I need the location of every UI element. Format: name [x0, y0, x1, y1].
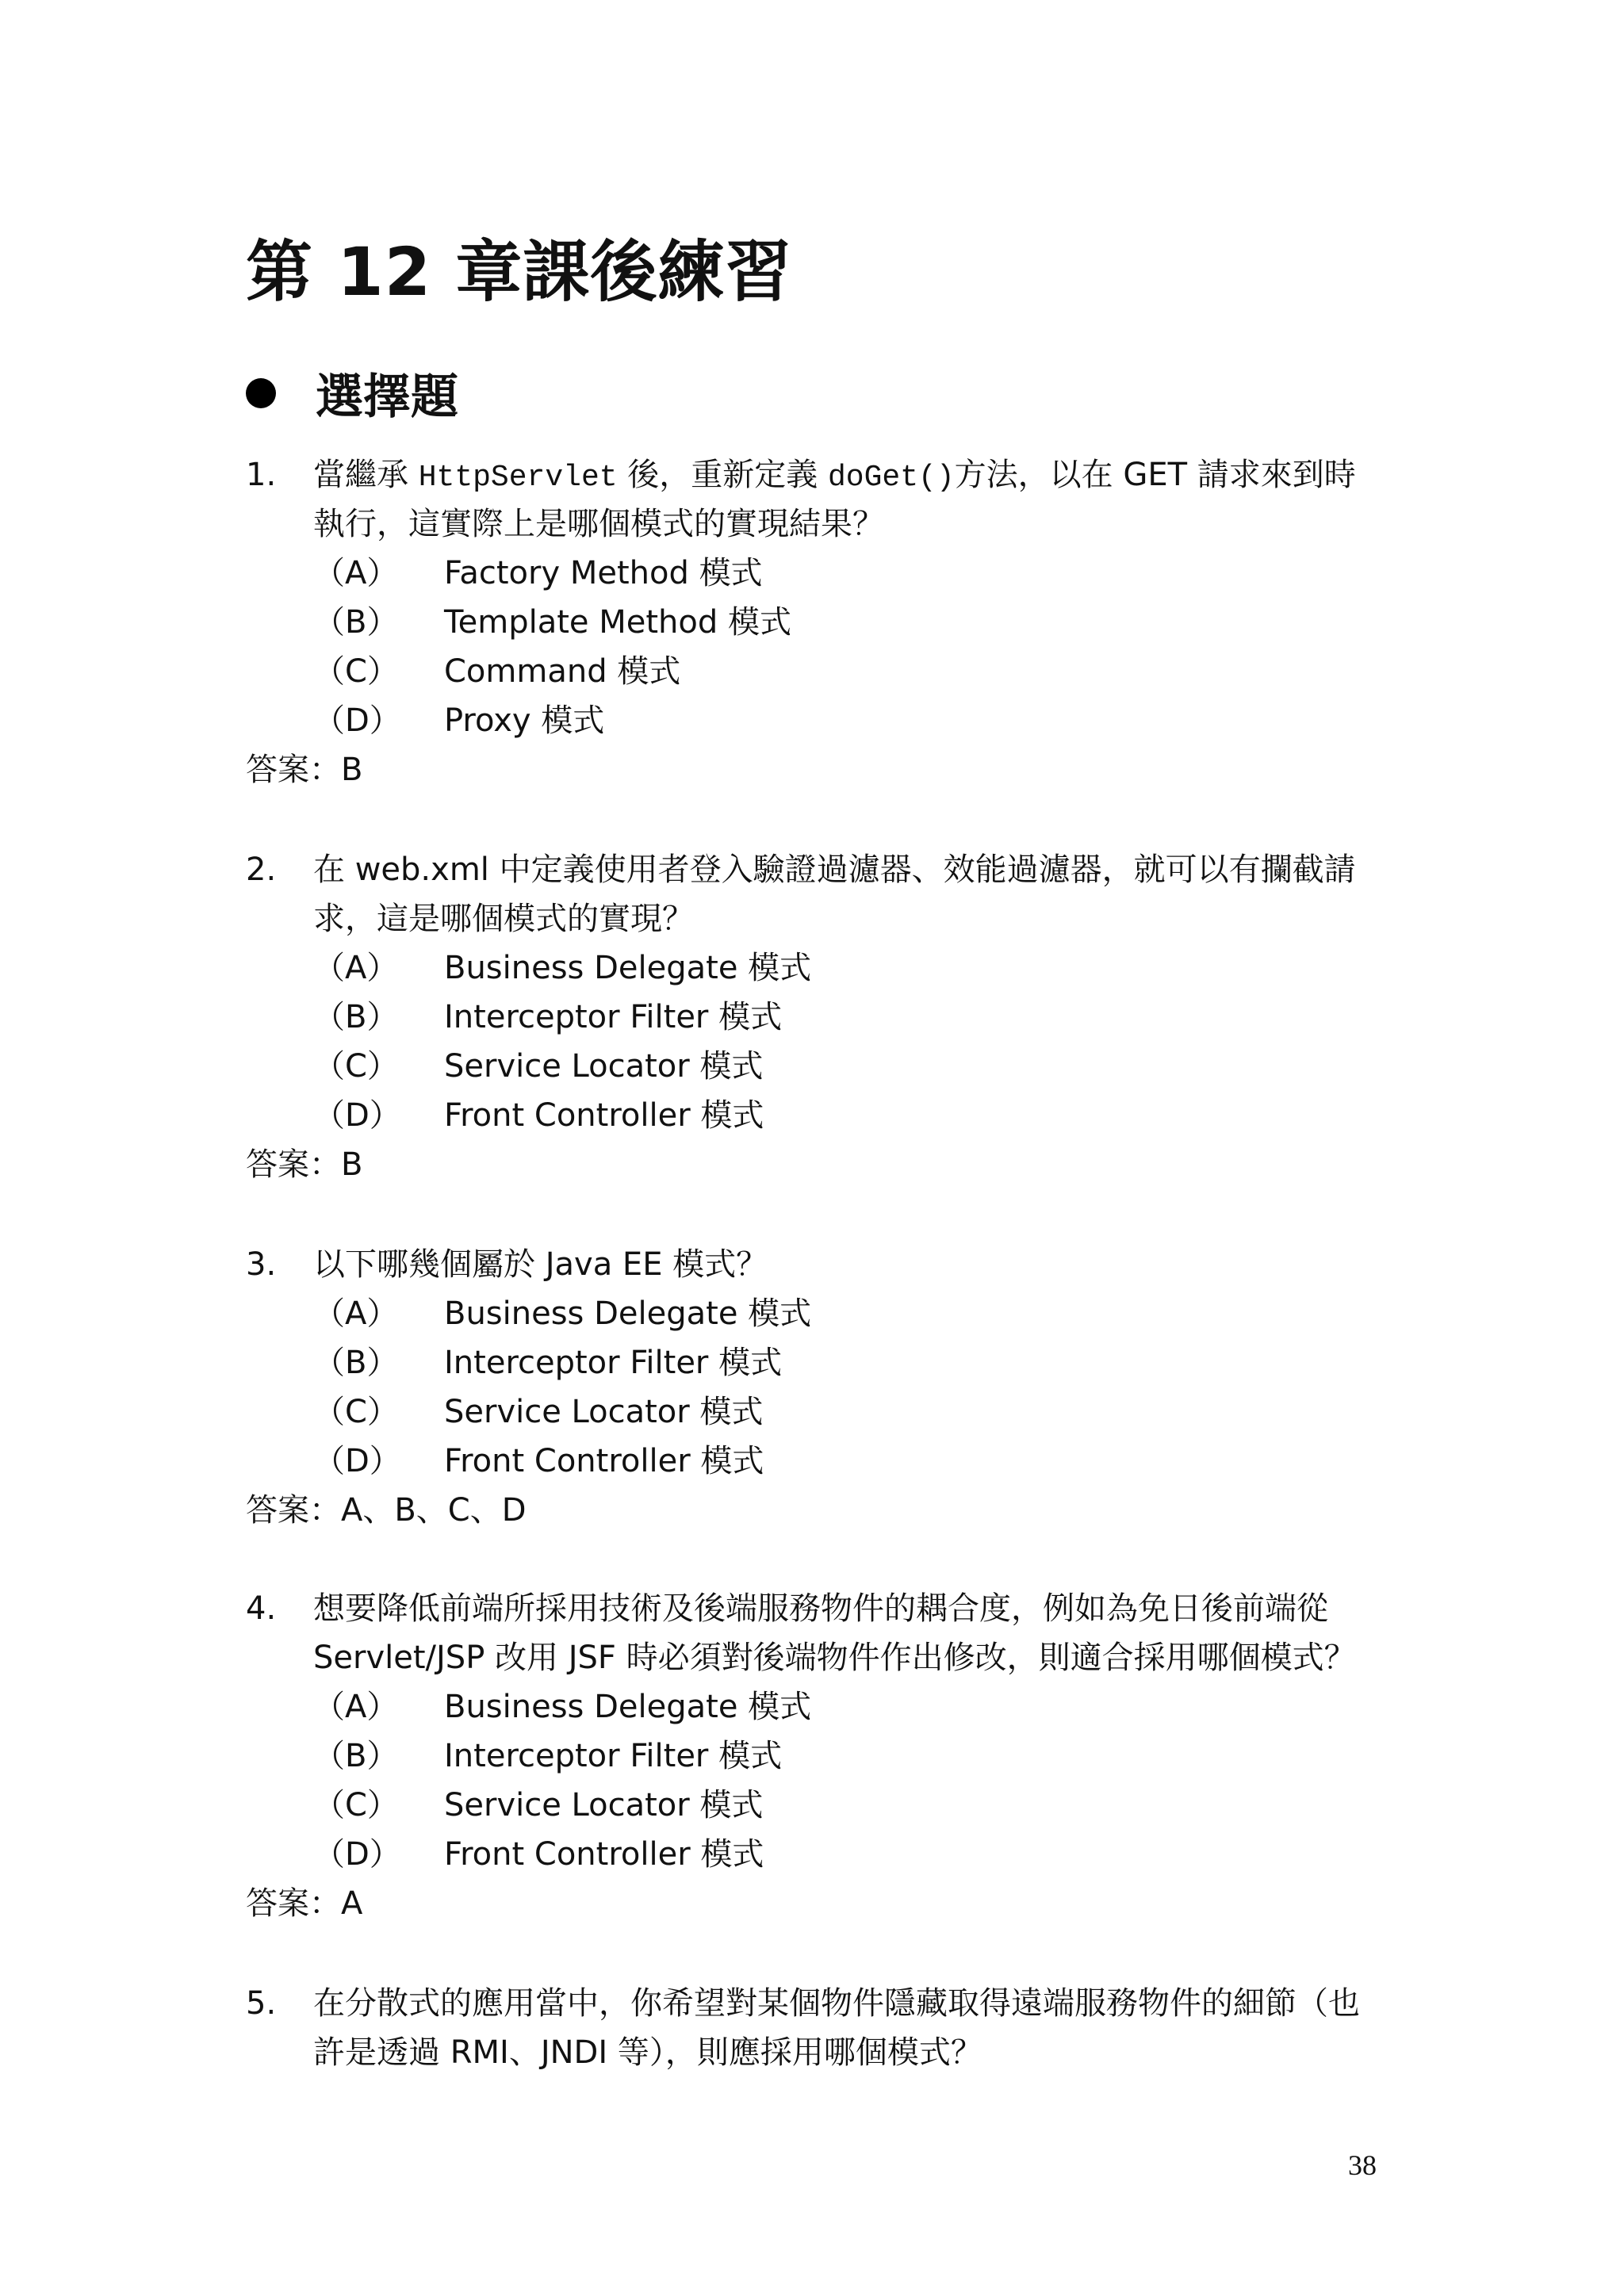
section-label: 選擇題: [316, 369, 458, 425]
question-4: [246, 1584, 1388, 1928]
question-line: [246, 845, 1388, 894]
question-number: 3.: [246, 1246, 277, 1283]
question-line: [246, 1633, 1388, 1682]
option-d: [246, 1091, 1388, 1140]
option-label: （B）: [313, 999, 399, 1035]
option-text: Service Locator 模式: [444, 1394, 764, 1430]
option-label: （C）: [313, 1787, 399, 1823]
option-text: Business Delegate 模式: [444, 1295, 812, 1332]
option-d: [246, 1437, 1388, 1486]
option-c: [246, 647, 1388, 696]
question-text: 想要降低前端所採用技術及後端服務物件的耦合度，例如為免日後前端從: [313, 1590, 1328, 1627]
question-line: [246, 450, 1388, 499]
answer: 答案：B: [246, 752, 363, 788]
question-number: 1.: [246, 457, 277, 493]
option-b: [246, 993, 1388, 1042]
option-b: [246, 598, 1388, 647]
option-text: Interceptor Filter 模式: [444, 1345, 783, 1381]
question-line: [246, 2028, 1388, 2077]
section-heading: [246, 363, 458, 423]
code-httpservlet: HttpServlet: [418, 461, 618, 495]
question-3: [246, 1240, 1388, 1535]
option-label: （D）: [313, 1443, 401, 1479]
option-a: [246, 943, 1388, 993]
question-text: 當繼承 HttpServlet 後，重新定義 doGet()方法，以在 GET 請求來到時: [313, 457, 1356, 495]
option-label: （A）: [313, 555, 399, 591]
question-text: 執行，這實際上是哪個模式的實現結果？: [313, 506, 884, 542]
option-text: Service Locator 模式: [444, 1048, 764, 1085]
option-text: Front Controller 模式: [444, 1443, 764, 1479]
option-c: [246, 1387, 1388, 1437]
option-d: [246, 696, 1388, 745]
question-number: 4.: [246, 1590, 277, 1627]
question-line: [246, 1584, 1388, 1633]
option-label: （A）: [313, 1689, 399, 1725]
option-text: Command 模式: [444, 653, 681, 690]
question-1: [246, 450, 1388, 794]
option-a: [246, 1289, 1388, 1338]
option-text: Interceptor Filter 模式: [444, 1738, 783, 1774]
question-text: 在分散式的應用當中，你希望對某個物件隱藏取得遠端服務物件的細節（也: [313, 1985, 1360, 2022]
question-line: [246, 894, 1388, 943]
question-number: 5.: [246, 1985, 277, 2022]
option-text: Business Delegate 模式: [444, 1689, 812, 1725]
question-2: [246, 845, 1388, 1189]
question-line: [246, 1979, 1388, 2028]
question-number: 2.: [246, 851, 277, 888]
option-label: （B）: [313, 1738, 399, 1774]
option-text: Template Method 模式: [444, 604, 791, 641]
option-label: （D）: [313, 1097, 401, 1134]
option-b: [246, 1732, 1388, 1781]
code-doget: doGet(): [828, 461, 955, 495]
option-text: Business Delegate 模式: [444, 950, 812, 986]
option-text: Front Controller 模式: [444, 1836, 764, 1873]
option-text: Interceptor Filter 模式: [444, 999, 783, 1035]
option-label: （C）: [313, 1048, 399, 1085]
option-c: [246, 1781, 1388, 1830]
answer: 答案：A、B、C、D: [246, 1492, 527, 1529]
chapter-title: 第 12 章課後練習: [246, 233, 793, 311]
question-text: 在 web.xml 中定義使用者登入驗證過濾器、效能過濾器，就可以有攔截請: [313, 851, 1356, 888]
question-line: [246, 499, 1388, 549]
option-c: [246, 1042, 1388, 1091]
option-a: [246, 549, 1388, 598]
option-text: Proxy 模式: [444, 702, 605, 739]
question-line: [246, 1240, 1388, 1289]
question-text: 求，這是哪個模式的實現？: [313, 901, 694, 937]
option-text: Service Locator 模式: [444, 1787, 764, 1823]
option-b: [246, 1338, 1388, 1387]
option-text: Factory Method 模式: [444, 555, 763, 591]
option-a: [246, 1682, 1388, 1732]
question-text: 許是透過 RMI、JNDI 等），則應採用哪個模式？: [313, 2034, 982, 2071]
option-label: （B）: [313, 604, 399, 641]
question-text: 以下哪幾個屬於 Java EE 模式？: [313, 1246, 768, 1283]
question-text: Servlet/JSP 改用 JSF 時必須對後端物件作出修改，則適合採用哪個模式？: [313, 1640, 1356, 1676]
answer: 答案：B: [246, 1146, 363, 1183]
option-label: （C）: [313, 1394, 399, 1430]
option-label: （B）: [313, 1345, 399, 1381]
option-label: （D）: [313, 1836, 401, 1873]
answer: 答案：A: [246, 1885, 363, 1922]
option-d: [246, 1830, 1388, 1879]
option-label: （A）: [313, 1295, 399, 1332]
bullet-icon: [246, 378, 276, 408]
option-text: Front Controller 模式: [444, 1097, 764, 1134]
option-label: （A）: [313, 950, 399, 986]
page-number: 38: [1348, 2149, 1377, 2181]
option-label: （D）: [313, 702, 401, 739]
option-label: （C）: [313, 653, 399, 690]
question-5: [246, 1979, 1388, 2077]
